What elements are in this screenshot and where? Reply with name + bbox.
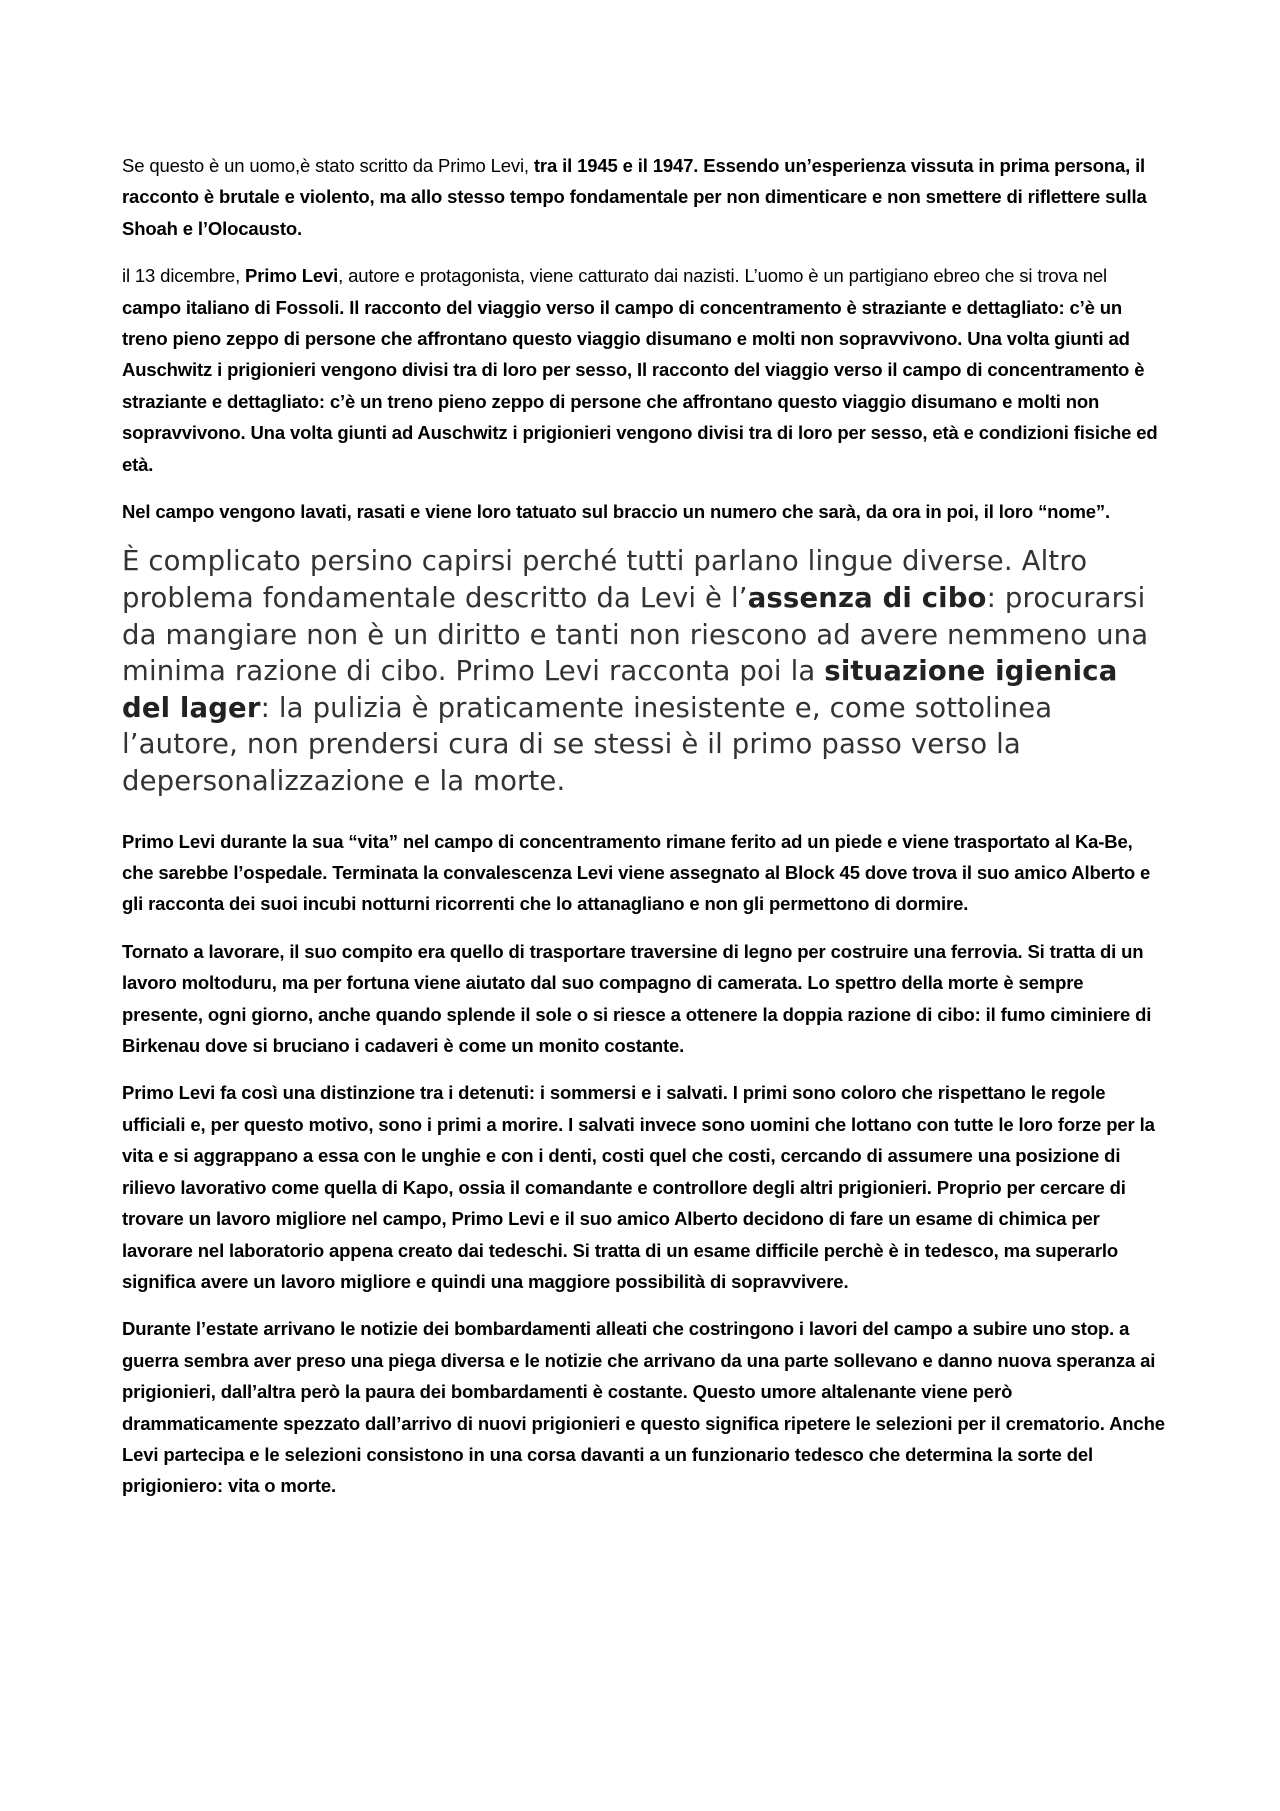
paragraph-drowned-saved: [122, 1077, 1168, 1297]
conditions-text-1: È complicato persino capirsi perché tutti parlano lingue diverse. Altro problema fondamentale descritto da Levi è l’: [122, 545, 1088, 615]
paragraph-ka-be: [122, 826, 1168, 920]
drowned-saved-text: Primo Levi fa così una distinzione tra i detenuti: i sommersi e i salvati. I primi sono coloro che rispettano le regole ufficiali e, per questo motivo, sono i primi a morire. I salvati invece sono uomini che lottano con tutte le loro forze per la vita e si aggrappano a essa con le unghie e con i denti, costi quel che costi, cercando di assumere una posizione di rilievo lavorativo come quella di Kapo, ossia il comandante e controllore degli altri prigionieri. Proprio per cercare di trovare un lavoro migliore nel campo, Primo Levi e il suo amico Alberto decidono di fare un esame di chimica per lavorare nel laboratorio appena creato dai tedeschi. Si tratta di un esame difficile perchè è in tedesco, ma superarlo significa avere un lavoro migliore e quindi una maggiore possibilità di sopravvivere.: [122, 1082, 1155, 1292]
paragraph-camp-arrival: [122, 496, 1168, 527]
intro-text-bold: tra il 1945 e il 1947. Essendo un’esperienza vissuta in prima persona, il racconto è brutale e violento, ma allo stesso tempo fondamentale per non dimenticare e non smettere di riflettere sulla Shoah e l’Olocausto.: [122, 155, 1147, 239]
paragraph-work: [122, 936, 1168, 1062]
document-body: [122, 150, 1168, 1518]
capture-text: , autore e protagonista, viene catturato dai nazisti. L’uomo è un partigiano ebreo che si trova nel: [338, 265, 1107, 287]
summer-text: Durante l’estate arrivano le notizie dei bombardamenti alleati che costringono i lavori del campo a subire uno stop. a guerra sembra aver preso una piega diversa e le notizie che arrivano da una parte sollevano e danno nuova speranza ai prigionieri, dall’altra però la paura dei bombardamenti è costante. Questo umore altalenante viene però drammaticamente spezzato dall’arrivo di nuovi prigionieri e questo significa ripetere le selezioni per il crematorio. Anche Levi partecipa e le selezioni consistono in una corsa davanti a un funzionario tedesco che determina la sorte del prigioniero: vita o morte.: [122, 1318, 1165, 1497]
conditions-highlight-hygiene: situazione igienica del lager: [122, 655, 1118, 724]
paragraph-summer: [122, 1313, 1168, 1501]
ka-be-text: Primo Levi durante la sua “vita” nel campo di concentramento rimane ferito ad un piede e viene trasportato al Ka-Be, che sarebbe l’ospedale. Terminata la convalescenza Levi viene assegnato al Block 45 dove trova il suo amico Alberto e gli racconta dei suoi incubi notturni ricorrenti che lo attanagliano e non gli permettono di dormire.: [122, 830, 1151, 915]
camp-arrival-text: Nel campo vengono lavati, rasati e viene loro tatuato sul braccio un numero che sarà, da ora in poi, il loro “nome”.: [122, 501, 1111, 523]
conditions-text-2: : procurarsi da mangiare non è un diritto e tanti non riescono ad avere nemmeno una minima razione di cibo. Primo Levi racconta poi la: [122, 582, 1149, 688]
intro-text: Se questo è un uomo,è stato scritto da Primo Levi,: [122, 155, 534, 176]
paragraph-capture: [122, 260, 1168, 480]
capture-date-text: il 13 dicembre,: [122, 265, 246, 287]
capture-author-name: Primo Levi: [245, 265, 339, 287]
conditions-highlight-food: assenza di cibo: [747, 582, 987, 615]
paragraph-living-conditions: [122, 543, 1168, 799]
conditions-text-3: : la pulizia è praticamente inesistente e, come sottolinea l’autore, non prendersi cura di se stessi è il primo passo verso la depersonalizzazione e la morte.: [122, 691, 1053, 798]
work-text: Tornato a lavorare, il suo compito era quello di trasportare traversine di legno per costruire una ferrovia. Si tratta di un lavoro moltoduru, ma per fortuna viene aiutato dal suo compagno di camerata. Lo spettro della morte è sempre presente, ogni giorno, anche quando splende il sole o si riesce a ottenere la doppia razione di cibo: il fumo ciminiere di Birkenau dove si bruciano i cadaveri è come un monito costante.: [122, 940, 1152, 1057]
capture-text-bold: campo italiano di Fossoli. Il racconto del viaggio verso il campo di concentramento è straziante e dettagliato: c’è un treno pieno zeppo di persone che affrontano questo viaggio disumano e molti non sopravvivono. Una volta giunti ad Auschwitz i prigionieri vengono divisi tra di loro per sesso, Il racconto del viaggio verso il campo di concentramento è straziante e dettagliato: c’è un treno pieno zeppo di persone che affrontano questo viaggio disumano e molti non sopravvivono. Una volta giunti ad Auschwitz i prigionieri vengono divisi tra di loro per sesso, età e condizioni fisiche ed età.: [122, 296, 1158, 475]
paragraph-intro: [122, 150, 1168, 244]
